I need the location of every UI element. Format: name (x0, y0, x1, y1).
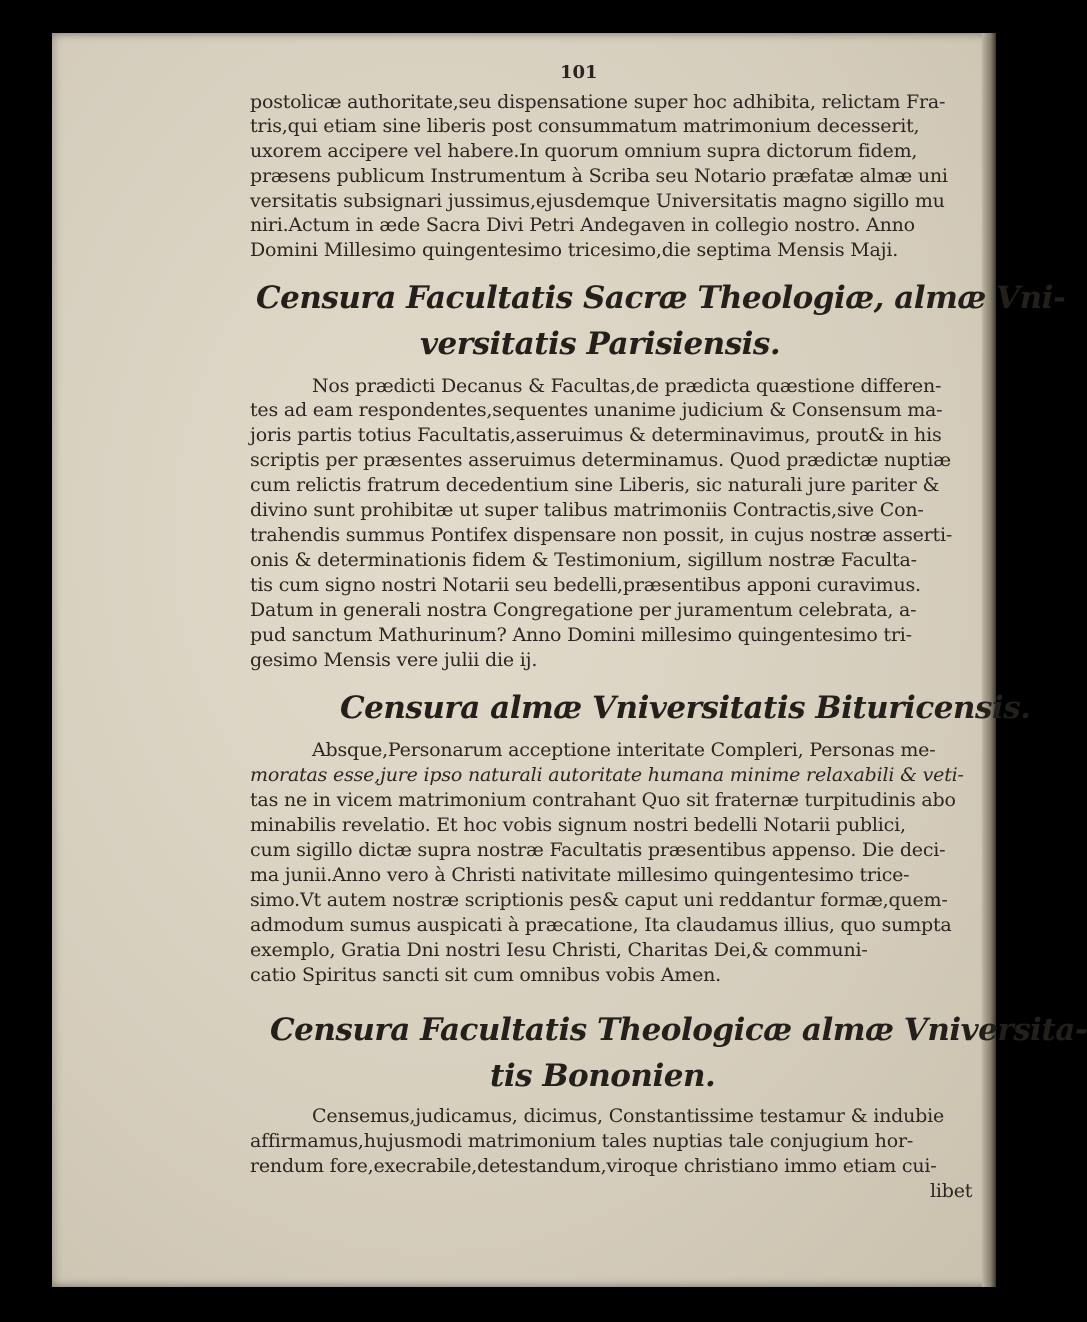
text-line: affirmamus,hujusmodi matrimonium tales nuptias tale conjugium hor- (250, 1130, 914, 1152)
text-line: simo.Vt autem nostræ scriptionis pes& caput uni reddantur formæ,quem- (250, 889, 948, 911)
section-heading: Censura Facultatis Theologicæ almæ Vniversita- (270, 1012, 1087, 1048)
text-line: Datum in generali nostra Congregatione per juramentum celebrata, a- (250, 599, 917, 621)
text-line: præsens publicum Instrumentum à Scriba seu Notario præfatæ almæ uni (250, 165, 948, 187)
text-line: uxorem accipere vel habere.In quorum omnium supra dictorum fidem, (250, 140, 918, 162)
text-line: rendum fore,execrabile,detestandum,viroque christiano immo etiam cui- (250, 1155, 937, 1177)
text-line: Censemus,judicamus, dicimus, Constantissime testamur & indubie (312, 1105, 944, 1127)
text-line: ma junii.Anno vero à Christi nativitate millesimo quingentesimo trice- (250, 864, 910, 886)
text-line: Nos prædicti Decanus & Facultas,de prædicta quæstione differen- (312, 375, 942, 397)
text-line: gesimo Mensis vere julii die ij. (250, 649, 538, 671)
text-line: postolicæ authoritate,seu dispensatione super hoc adhibita, relictam Fra- (250, 91, 946, 113)
text-line: Domini Millesimo quingentesimo tricesimo,die septima Mensis Maji. (250, 239, 899, 261)
text-line: admodum sumus auspicati à præcatione, Ita claudamus illius, quo sumpta (250, 914, 952, 936)
text-line: catio Spiritus sancti sit cum omnibus vobis Amen. (250, 964, 721, 986)
page-number: 101 (560, 62, 598, 83)
page-edge (982, 33, 996, 1287)
text-line: scriptis per præsentes asseruimus determinamus. Quod prædictæ nuptiæ (250, 449, 951, 471)
text-line: exemplo, Gratia Dni nostri Iesu Christi, Charitas Dei,& communi- (250, 939, 868, 961)
text-line: cum sigillo dictæ supra nostræ Facultatis præsentibus appenso. Die deci- (250, 839, 946, 861)
section-heading: Censura almæ Vniversitatis Bituricensis. (340, 690, 1031, 726)
text-line: Absque,Personarum acceptione interitate Compleri, Personas me- (312, 739, 936, 761)
text-line: libet (930, 1180, 973, 1202)
text-line: divino sunt prohibitæ ut super talibus matrimoniis Contractis,sive Con- (250, 499, 924, 521)
text-line: onis & determinationis fidem & Testimonium, sigillum nostræ Faculta- (250, 549, 917, 571)
text-line: tris,qui etiam sine liberis post consummatum matrimonium decesserit, (250, 115, 920, 137)
text-line: joris partis totius Facultatis,asseruimus & determinavimus, prout& in his (250, 424, 942, 446)
text-line: tes ad eam respondentes,sequentes unanime judicium & Consensum ma- (250, 399, 943, 421)
text-line: moratas esse,jure ipso naturali autoritate humana minime relaxabili & veti- (250, 764, 964, 786)
text-line: cum relictis fratrum decedentium sine Liberis, sic naturali jure pariter & (250, 474, 940, 496)
section-heading: Censura Facultatis Sacræ Theologiæ, almæ Vni- (256, 280, 1066, 316)
text-line: pud sanctum Mathurinum? Anno Domini millesimo quingentesimo tri- (250, 624, 912, 646)
section-heading: versitatis Parisiensis. (420, 326, 781, 362)
text-line: tis cum signo nostri Notarii seu bedelli,præsentibus apponi curavimus. (250, 574, 921, 596)
text-line: niri.Actum in æde Sacra Divi Petri Andegaven in collegio nostro. Anno (250, 214, 915, 236)
text-line: tas ne in vicem matrimonium contrahant Quo sit fraternæ turpitudinis abo (250, 789, 956, 811)
text-line: trahendis summus Pontifex dispensare non possit, in cujus nostræ asserti- (250, 524, 953, 546)
text-line: versitatis subsignari jussimus,ejusdemque Universitatis magno sigillo mu (250, 190, 945, 212)
section-heading: tis Bononien. (490, 1058, 716, 1094)
text-line: minabilis revelatio. Et hoc vobis signum nostri bedelli Notarii publici, (250, 814, 906, 836)
